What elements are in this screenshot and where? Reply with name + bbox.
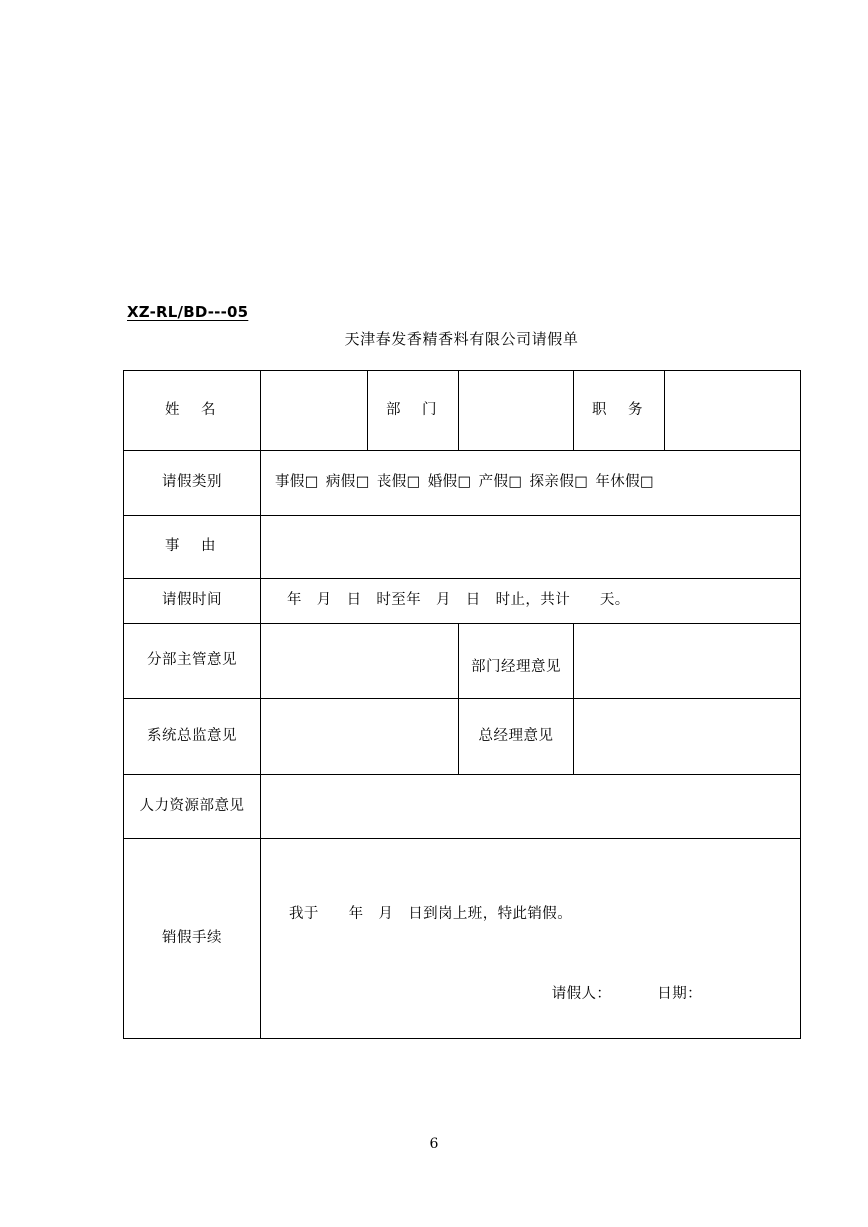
cancellation-signature-line [261,926,800,1006]
cancellation-statement: 我于 年 月 日到岗上班，特此销假。 [289,905,573,922]
leave-type-option-personal[interactable]: 事假□ [275,474,319,491]
label-branch-supervisor-opinion: 分部主管意见 [124,624,261,699]
field-hr-opinion[interactable] [261,775,801,839]
label-reason: 事 由 [124,516,261,579]
field-department-value[interactable] [459,371,574,451]
cancellation-body-inner [261,872,800,1006]
leave-request-form-table [123,370,801,1039]
field-position-value[interactable] [665,371,801,451]
leave-type-option-annual[interactable]: 年休假□ [595,474,655,491]
leave-type-option-bereavement[interactable]: 丧假□ [376,474,421,491]
table-row-cancellation [124,839,801,1039]
leave-type-option-maternity[interactable]: 产假□ [478,474,523,491]
field-leave-type-options[interactable] [261,451,801,516]
table-row-identity [124,371,801,451]
label-cancellation-procedure: 销假手续 [124,839,261,1039]
table-row-reason [124,516,801,579]
page-title: 天津春发香精香料有限公司请假单 [344,330,579,348]
table-row-director-approval [124,699,801,775]
label-hr-opinion: 人力资源部意见 [124,775,261,839]
table-row-leave-type [124,451,801,516]
leave-time-template-text: 年 月 日 时至年 月 日 时止，共计 天。 [287,592,630,609]
table-row-branch-approval [124,624,801,699]
table-row-hr-approval [124,775,801,839]
label-applicant-signature: 请假人： [551,985,612,1002]
leave-type-option-sick[interactable]: 病假□ [325,474,370,491]
label-department: 部 门 [368,371,459,451]
leave-type-option-marriage[interactable]: 婚假□ [427,474,472,491]
page-number: 6 [429,1136,439,1152]
label-leave-type: 请假类别 [124,451,261,516]
field-department-manager-opinion[interactable] [574,624,801,699]
label-department-manager-opinion: 部门经理意见 [459,624,574,699]
field-branch-supervisor-opinion[interactable] [261,624,459,699]
label-system-director-opinion: 系统总监意见 [124,699,261,775]
field-reason-value[interactable] [261,516,801,579]
field-general-manager-opinion[interactable] [574,699,801,775]
label-position: 职 务 [574,371,665,451]
label-signature-date: 日期： [657,985,702,1002]
field-name-value[interactable] [261,371,368,451]
leave-type-option-list [261,472,800,494]
table-row-leave-time [124,579,801,624]
field-cancellation-body[interactable] [261,839,801,1039]
label-general-manager-opinion: 总经理意见 [459,699,574,775]
document-code-label: XZ-RL/BD---05 [127,303,249,321]
label-leave-time: 请假时间 [124,579,261,624]
field-leave-time-value[interactable] [261,579,801,624]
field-system-director-opinion[interactable] [261,699,459,775]
leave-type-option-family-visit[interactable]: 探亲假□ [529,474,589,491]
label-name: 姓 名 [124,371,261,451]
